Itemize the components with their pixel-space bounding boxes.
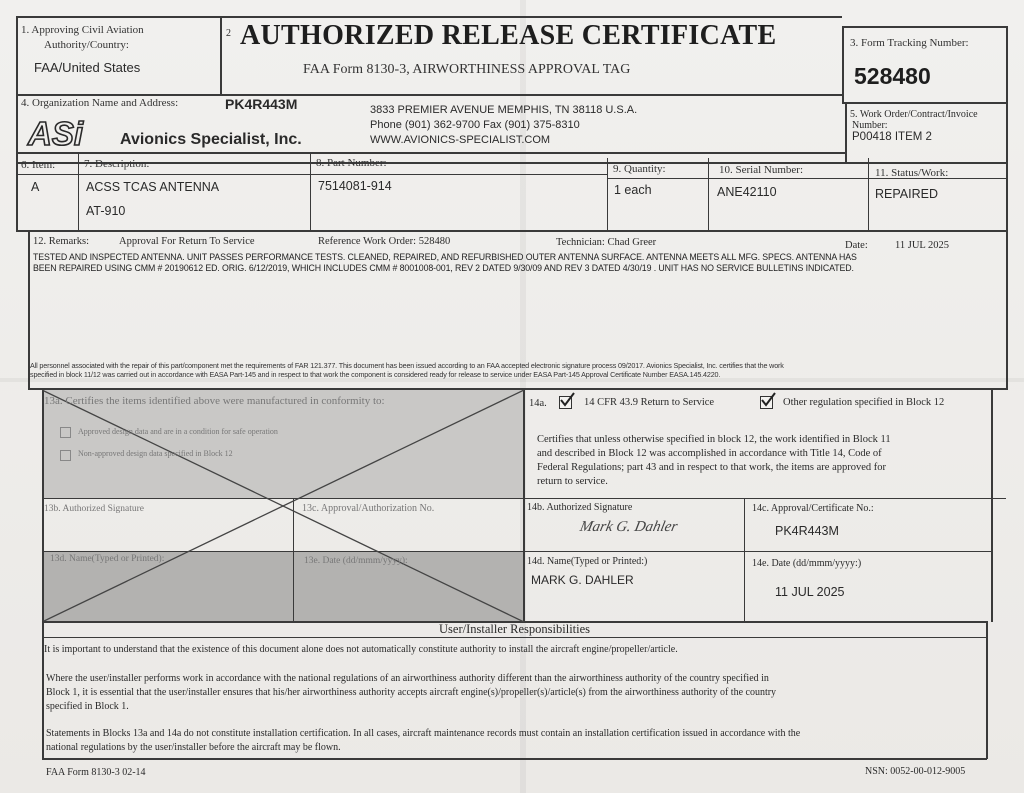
- description-value-2: AT-910: [86, 204, 126, 218]
- nsn-number: NSN: 0052-00-012-9005: [865, 766, 966, 777]
- company-logo-text: ASi: [28, 116, 84, 150]
- responsibilities-paragraph-2-line-2: Block 1, it is essential that the user/installer ensures that his/her airworthiness authority accepts aircraft engine(s)/propeller(s)/article(s) from the airworthiness authority of the country: [46, 687, 777, 698]
- check-icon: [559, 392, 575, 408]
- block13a-option1-text: Approved design data and are in a condition for safe operation: [78, 427, 278, 436]
- item-value: A: [31, 180, 40, 194]
- block1-label: 1. Approving Civil Aviation: [21, 24, 144, 36]
- responsibilities-paragraph-1: It is important to understand that the existence of this document alone does not automatically constitute authority to install the aircraft engine/propeller/article.: [44, 644, 678, 655]
- remarks-fine-print-1: All personnel associated with the repair of this part/component met the requirements of FAR 121.377. This document has been issued according to an FAA accepted electronic signature process 09/2017. Avionics Specialist, Inc. certifies that the work: [30, 361, 784, 370]
- remarks-reference: Reference Work Order: 528480: [318, 236, 451, 247]
- return-to-service-checkbox[interactable]: [559, 396, 572, 409]
- work-order-value: P00418 ITEM 2: [852, 131, 932, 143]
- other-regulation-label: Other regulation specified in Block 12: [783, 397, 945, 408]
- description-header: 7. Description:: [84, 158, 150, 170]
- block14d-label: 14d. Name(Typed or Printed:): [527, 556, 648, 567]
- certification-text-2: and described in Block 12 was accomplished in accordance with Title 14, Code of: [537, 448, 882, 459]
- quantity-header: 9. Quantity:: [613, 163, 666, 175]
- block13d-label: 13d. Name(Typed or Printed):: [50, 554, 165, 564]
- part-number-header: 8. Part Number:: [316, 157, 387, 169]
- block13c-label: 13c. Approval/Authorization No.: [302, 503, 435, 514]
- block14c-label: 14c. Approval/Certificate No.:: [752, 503, 874, 514]
- block13a-label: 13a. Certifies the items identified above were manufactured in conformity to:: [44, 395, 385, 407]
- certification-text-4: return to service.: [537, 476, 608, 487]
- form-title: AUTHORIZED RELEASE CERTIFICATE: [240, 20, 777, 51]
- status-value: REPAIRED: [875, 187, 938, 201]
- block14e-label: 14e. Date (dd/mmm/yyyy:): [752, 558, 862, 569]
- form-id: FAA Form 8130-3 02-14: [46, 767, 146, 778]
- signature-date: 11 JUL 2025: [775, 585, 845, 599]
- block2-number: 2: [226, 28, 231, 39]
- approval-certificate-number: PK4R443M: [775, 524, 839, 538]
- remarks-text-line-2: BEEN REPAIRED USING CMM # 20190612 ED. ORIG. 6/12/2019, WHICH INCLUDES CMM # 8001008-001, REV 2 DATED 9/30/09 AND REV 3 DATED 4/30/19 . UNIT HAS NO SERVICE BULLETINS INDICATED.: [33, 263, 854, 273]
- block13a-option2-checkbox: [60, 450, 71, 461]
- item-header: 6. Item:: [21, 159, 56, 171]
- block14a-label: 14a.: [529, 398, 547, 409]
- serial-number-value: ANE42110: [717, 185, 777, 199]
- tracking-number: 528480: [854, 63, 931, 89]
- organization-website[interactable]: WWW.AVIONICS-SPECIALIST.COM: [370, 134, 551, 146]
- form-subtitle: FAA Form 8130-3, AIRWORTHINESS APPROVAL TAG: [303, 62, 631, 77]
- other-regulation-checkbox[interactable]: [760, 396, 773, 409]
- responsibilities-paragraph-3-line-2: national regulations by the user/installer before the aircraft may be flown.: [46, 742, 341, 753]
- organization-phone: Phone (901) 362-9700 Fax (901) 375-8310: [370, 119, 580, 131]
- remarks-approval: Approval For Return To Service: [119, 236, 255, 247]
- serial-number-header: 10. Serial Number:: [719, 164, 804, 176]
- return-to-service-label: 14 CFR 43.9 Return to Service: [584, 397, 715, 408]
- responsibilities-paragraph-3-line-1: Statements in Blocks 13a and 14a do not constitute installation certification. In all cases, aircraft maintenance records must contain an installation certification issued in accordance with the: [46, 728, 801, 739]
- responsibilities-paragraph-2-line-3: specified in Block 1.: [46, 701, 129, 712]
- responsibilities-title: User/Installer Responsibilities: [439, 622, 591, 636]
- authorized-signature: Mark G. Dahler: [578, 519, 679, 535]
- part-number-value: 7514081-914: [318, 179, 392, 193]
- responsibilities-paragraph-2-line-1: Where the user/installer performs work in accordance with the national regulations of an airworthiness authority different than the airworthiness authority of the country specified in: [46, 673, 769, 684]
- remarks-fine-print-2: specified in block 11/12 was carried out in accordance with EASA Part-145 and in respect to that work the component is considered ready for release to service under EASA Part-145 Approval Certificate Number EASA.145.4220.: [30, 370, 721, 379]
- block5-label-2: Number:: [852, 120, 888, 131]
- company-logo: [26, 116, 114, 150]
- status-header: 11. Status/Work:: [875, 167, 949, 179]
- certification-text-3: Federal Regulations; part 43 and in respect to that work, the items are approved for: [537, 462, 887, 473]
- remarks-technician: Technician: Chad Greer: [556, 237, 657, 248]
- approving-authority-value: FAA/United States: [34, 60, 141, 75]
- remarks-label: 12. Remarks:: [33, 236, 89, 247]
- quantity-value: 1 each: [614, 183, 652, 197]
- block3-label: 3. Form Tracking Number:: [850, 37, 969, 49]
- organization-address: 3833 PREMIER AVENUE MEMPHIS, TN 38118 U.S.A.: [370, 104, 638, 116]
- signer-name: MARK G. DAHLER: [531, 573, 634, 587]
- description-value: ACSS TCAS ANTENNA: [86, 180, 220, 194]
- block5-label: 5. Work Order/Contract/Invoice: [850, 109, 978, 120]
- block14b-label: 14b. Authorized Signature: [527, 502, 633, 513]
- certification-text-1: Certifies that unless otherwise specified in block 12, the work identified in Block 11: [537, 434, 891, 445]
- remarks-date-label: Date:: [845, 240, 868, 251]
- organization-name: Avionics Specialist, Inc.: [120, 131, 302, 148]
- remarks-text-line-1: TESTED AND INSPECTED ANTENNA. UNIT PASSES PERFORMANCE TESTS. CLEANED, REPAIRED, AND REFURBISHED OUTER ANTENNA SURFACE. ANTENNA MEETS ALL MFG. SPECS. ANTENNA HAS: [33, 252, 857, 262]
- check-icon: [760, 392, 776, 408]
- block13a-option2-text: Non-approved design data specified in Block 12: [78, 449, 233, 458]
- block4-label: 4. Organization Name and Address:: [21, 97, 179, 109]
- remarks-date: 11 JUL 2025: [895, 240, 950, 251]
- block13e-label: 13e. Date (dd/mmm/yyyy):: [304, 556, 408, 566]
- block13a-option1-checkbox: [60, 427, 71, 438]
- block1-label-2: Authority/Country:: [44, 39, 129, 51]
- organization-code: PK4R443M: [225, 96, 298, 112]
- block13b-label: 13b. Authorized Signature: [44, 504, 144, 514]
